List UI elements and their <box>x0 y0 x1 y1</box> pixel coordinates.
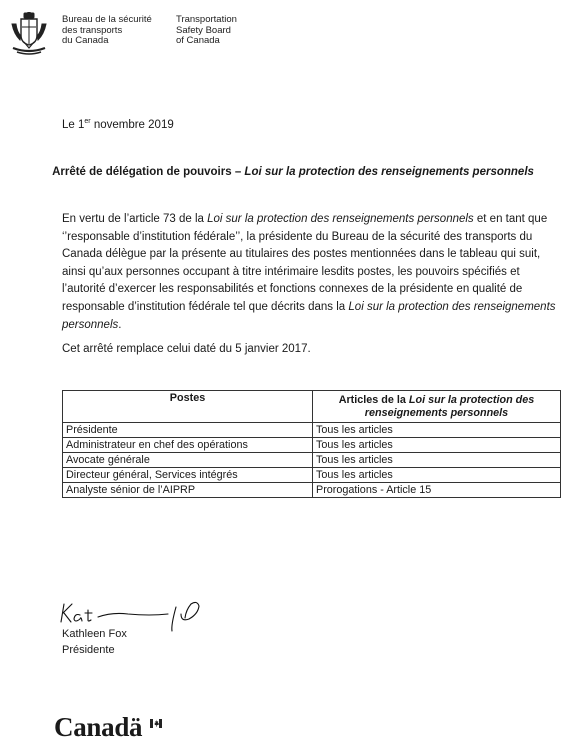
law-name: Loi sur la protection des renseignements personnels <box>207 213 474 225</box>
para-text: et en tant que ‘’responsable d’institution fédérale’’, la présidente du Bureau de la sécurité des transports du Canada délègue par la présente au titulaires des postes mentionnées dans le tableau qui suit, ainsi qu’aux personnes occupant à titre intérimaire lesdits postes, les pouvoirs spécifiés et l’autorité d’exercer les responsabilités et fonctions connexes de la présidente en qualité de responsable d’institution fédérale tel que décrits dans la <box>62 213 548 313</box>
cell-poste: Présidente <box>63 423 313 438</box>
org-en-line: Safety Board <box>176 24 231 36</box>
date-prefix: Le 1 <box>62 118 85 131</box>
cell-poste: Administrateur en chef des opérations <box>63 438 313 453</box>
table-row <box>63 483 561 498</box>
date-superscript: er <box>84 118 91 125</box>
signatory-title: Présidente <box>62 644 115 656</box>
signatory-name: Kathleen Fox <box>62 628 127 640</box>
cell-poste: Directeur général, Services intégrés <box>63 468 313 483</box>
title-law-name: Loi sur la protection des renseignements personnels <box>244 166 534 178</box>
cell-articles: Tous les articles <box>313 453 561 468</box>
col2-law: Loi sur la protection des renseignements personnels <box>364 394 535 419</box>
org-en-line: of Canada <box>176 35 220 46</box>
delegation-table <box>62 390 561 498</box>
table-row <box>63 423 561 438</box>
canada-flag-icon <box>150 718 162 729</box>
org-fr-line: du Canada <box>62 35 109 46</box>
para-text: . <box>118 318 122 331</box>
replacement-note: Cet arrêté remplace celui daté du 5 janvier 2017. <box>62 343 311 355</box>
cell-poste: Analyste sénior de l’AIPRP <box>63 483 313 498</box>
title-plain: Arrêté de délégation de pouvoirs – <box>52 166 245 178</box>
cell-articles: Prorogations - Article 15 <box>313 483 561 498</box>
delegation-paragraph <box>62 211 562 334</box>
signatory <box>62 626 127 658</box>
date-suffix: novembre 2019 <box>90 118 174 131</box>
table-row <box>63 468 561 483</box>
canada-wordmark: Canadä <box>54 712 143 742</box>
org-fr-line: Bureau de la sécurité <box>62 14 152 25</box>
document-date <box>62 118 174 131</box>
column-header-articles <box>313 391 561 423</box>
cell-articles: Tous les articles <box>313 423 561 438</box>
org-name-french <box>62 15 172 47</box>
law-name: Loi sur la protection des renseignements personnels <box>62 300 556 331</box>
org-name-english <box>176 15 286 47</box>
table-row <box>63 453 561 468</box>
org-en-line: Transportation <box>176 14 237 25</box>
cell-poste: Avocate générale <box>63 453 313 468</box>
document-title <box>0 166 586 178</box>
table-header-row <box>63 391 561 423</box>
table-row <box>63 438 561 453</box>
coat-of-arms-icon <box>9 12 49 58</box>
org-fr-line: des transports <box>62 24 123 36</box>
cell-articles: Tous les articles <box>313 438 561 453</box>
cell-articles: Tous les articles <box>313 468 561 483</box>
column-header-postes: Postes <box>63 391 313 423</box>
col2-text: Articles de la <box>338 394 409 406</box>
para-text: En vertu de l’article 73 de la <box>62 213 208 225</box>
